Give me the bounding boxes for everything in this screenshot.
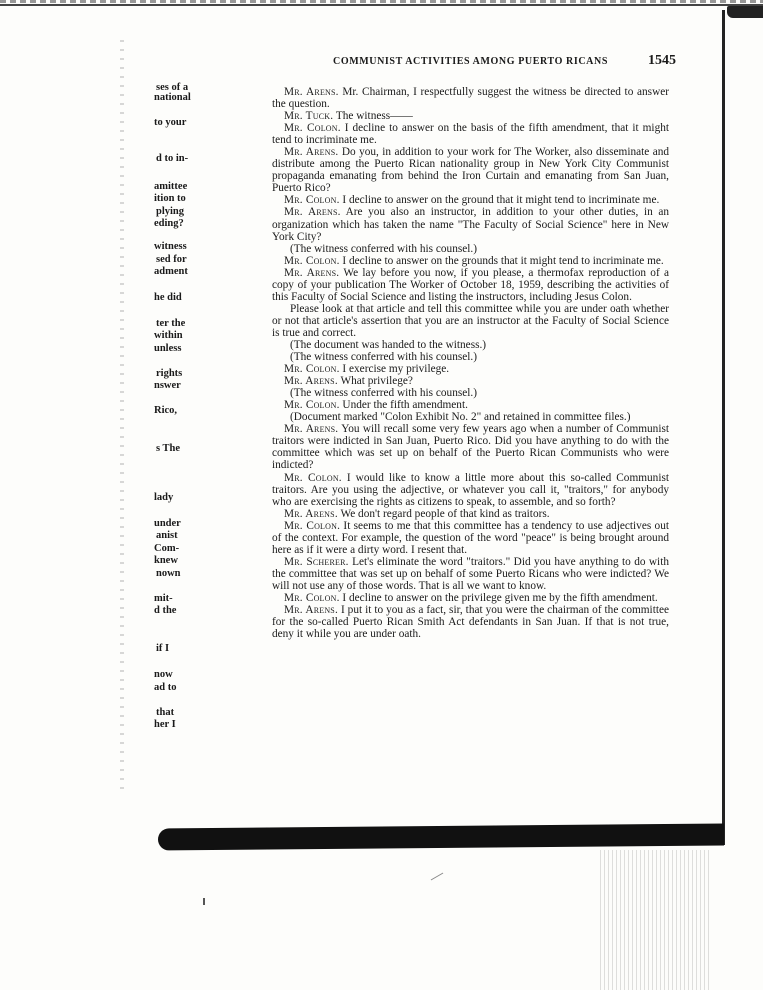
margin-fragment: under: [154, 518, 181, 529]
speaker-name: Mr. Colon.: [284, 122, 341, 135]
paragraph-text: Please look at that article and tell this committee while you are under oath whether or not that article's assertion that you are an instructor at the Faculty of Social Science is true and correct.: [272, 302, 669, 339]
paragraph-text: I would like to know a little more about this so-called Communist traitors. Are you using the adjective, or whatever you call it, "traitors," for anybody who are exercising the rights as citizens to speak, to assemble, and so forth?: [272, 471, 669, 508]
margin-fragment: nown: [156, 568, 181, 579]
paragraph: [272, 387, 669, 399]
paragraph-text: Let's eliminate the word "traitors." Did you have anything to do with the committee that was set up on behalf of some Puerto Ricans who were indicted? We will not use any of those words. That is all we want to know.: [272, 555, 669, 592]
paragraph: [272, 339, 669, 351]
margin-fragment: knew: [154, 555, 178, 566]
paragraph-text: Do you, in addition to your work for The Worker, also disseminate and distribute among the Puerto Rican nationality group in New York City Communist propaganda emanating from behind the Iron Curtain and emanating from San Juan, Puerto Rico?: [272, 146, 670, 195]
speaker-name: Mr. Arens.: [284, 604, 338, 617]
paragraph-text: Mr. Chairman, I respectfully suggest the witness be directed to answer the question.: [272, 86, 670, 111]
page-right-edge: [722, 10, 725, 845]
margin-fragment: ad to: [154, 682, 177, 693]
margin-fragment: he did: [154, 292, 182, 303]
paragraph: [272, 604, 669, 640]
paragraph-text: What privilege?: [337, 375, 413, 388]
bottom-scan-noise: [600, 850, 710, 990]
document-body: [272, 86, 669, 640]
margin-fragment: unless: [154, 343, 182, 354]
speaker-name: Mr. Arens.: [284, 206, 341, 219]
paragraph: [272, 520, 669, 556]
speaker-name: Mr. Arens.: [284, 507, 338, 520]
bottom-scan-shadow: [158, 824, 724, 851]
paragraph: [272, 423, 669, 471]
paragraph-text: The witness——: [333, 110, 413, 123]
margin-fragment: ition to: [154, 193, 186, 204]
margin-fragment: ter the: [156, 318, 186, 329]
paragraph: [272, 375, 669, 387]
paragraph-text: (The witness conferred with his counsel.): [290, 242, 477, 255]
paragraph: [272, 556, 669, 592]
paragraph: [272, 303, 669, 339]
paragraph: [272, 508, 669, 520]
margin-fragment: plying: [156, 206, 185, 217]
paragraph-text: I put it to you as a fact, sir, that you were the chairman of the committee for the so-called Puerto Rican Smith Act defendants in San Juan. If that is not true, deny it while you are under oath.: [272, 604, 669, 641]
paragraph-text: We lay before you now, if you please, a thermofax reproduction of a copy of your publication The Worker of October 18, 1959, describing the activities of this Faculty of Social Science and listing the instructors, including Jesus Colon.: [272, 266, 670, 303]
stray-mark: [203, 898, 205, 905]
paragraph: [272, 399, 669, 411]
paragraph-text: I decline to answer on the basis of the fifth amendment, that it might tend to incriminate me.: [272, 122, 670, 147]
margin-fragment: eding?: [154, 218, 184, 229]
stray-mark: [431, 873, 444, 881]
paragraph-text: (The document was handed to the witness.): [290, 338, 487, 351]
paragraph-text: I decline to answer on the grounds that it might tend to incriminate me.: [339, 254, 664, 267]
paragraph-text: You will recall some very few years ago when a number of Communist traitors were indicted in San Juan, Puerto Rico. Did you have anything to do with the committee which was set up on behalf of the Puerto Rican Communists who were indicted?: [272, 423, 670, 472]
paragraph-text: I decline to answer on the ground that it might tend to incriminate me.: [339, 194, 660, 207]
speaker-name: Mr. Arens.: [284, 146, 339, 159]
paragraph: [272, 255, 669, 267]
speaker-name: Mr. Colon.: [284, 591, 340, 604]
margin-fragment: that: [156, 707, 175, 718]
left-scan-noise: [120, 40, 124, 790]
margin-fragment: adment: [154, 266, 188, 277]
margin-fragment: mit-: [154, 593, 173, 604]
speaker-name: Mr. Colon.: [284, 399, 340, 412]
paragraph: [272, 122, 669, 146]
paragraph: [272, 194, 669, 206]
margin-fragment: nswer: [154, 380, 181, 391]
paragraph-text: Are you also an instructor, in addition to your other duties, in an organization which has taken the name "The Faculty of Social Science" here in New York City?: [272, 206, 669, 243]
margin-fragment: rights: [156, 368, 183, 379]
paragraph: [272, 363, 669, 375]
paragraph-text: (The witness conferred with his counsel.): [290, 351, 477, 364]
paragraph-text: (The witness conferred with his counsel.): [290, 387, 477, 400]
margin-fragment: amittee: [154, 181, 188, 192]
margin-fragment: now: [154, 669, 173, 680]
page-number: 1545: [648, 53, 676, 68]
running-head: COMMUNIST ACTIVITIES AMONG PUERTO RICANS: [333, 56, 608, 67]
paragraph: [272, 267, 669, 303]
speaker-name: Mr. Arens.: [284, 423, 339, 436]
paragraph-text: It seems to me that this committee has a tendency to use adjectives out of the context. For example, the question of the word "peace" is being brought around here as if it were a dirty word. I resent that.: [272, 519, 669, 556]
paragraph: [272, 351, 669, 363]
margin-fragment: ses of a: [156, 82, 189, 93]
speaker-name: Mr. Scherer.: [284, 555, 349, 568]
top-scan-edge: [0, 4, 763, 6]
speaker-name: Mr. Colon.: [284, 363, 340, 376]
margin-fragment: anist: [156, 530, 178, 541]
margin-fragment: her I: [154, 719, 176, 730]
margin-fragment: s The: [156, 443, 181, 454]
paragraph: [272, 472, 669, 508]
speaker-name: Mr. Arens.: [284, 86, 339, 98]
corner-scan-artifact: [727, 6, 763, 18]
paragraph-text: (Document marked "Colon Exhibit No. 2" and retained in committee files.): [290, 411, 631, 424]
margin-fragment: Com-: [154, 543, 180, 554]
margin-fragment: d the: [154, 605, 177, 616]
margin-fragment: within: [154, 330, 183, 341]
paragraph: [272, 146, 669, 194]
speaker-name: Mr. Colon.: [284, 471, 342, 484]
margin-fragment: if I: [156, 643, 170, 654]
paragraph: [272, 592, 669, 604]
paragraph-text: I decline to answer on the privilege given me by the fifth amendment.: [339, 591, 658, 604]
speaker-name: Mr. Colon.: [284, 254, 340, 267]
paragraph: [272, 86, 669, 110]
speaker-name: Mr. Tuck.: [284, 110, 334, 123]
top-dashed-edge: [0, 0, 763, 3]
paragraph: [272, 110, 669, 122]
paragraph-text: I exercise my privilege.: [339, 363, 450, 376]
margin-fragment: lady: [154, 492, 174, 503]
margin-fragment: witness: [154, 241, 187, 252]
paragraph: [272, 411, 669, 423]
speaker-name: Mr. Colon.: [284, 194, 340, 207]
speaker-name: Mr. Arens.: [284, 266, 340, 279]
paragraph: [272, 243, 669, 255]
paragraph-text: We don't regard people of that kind as traitors.: [337, 507, 550, 520]
margin-fragment: sed for: [156, 254, 187, 265]
speaker-name: Mr. Arens.: [284, 375, 338, 388]
paragraph-text: Under the fifth amendment.: [339, 399, 468, 412]
margin-fragment: d to in-: [156, 153, 189, 164]
speaker-name: Mr. Colon.: [284, 519, 341, 532]
margin-fragment: to your: [154, 117, 187, 128]
margin-fragment: national: [154, 92, 191, 103]
margin-fragment: Rico,: [154, 405, 178, 416]
paragraph: [272, 206, 669, 242]
